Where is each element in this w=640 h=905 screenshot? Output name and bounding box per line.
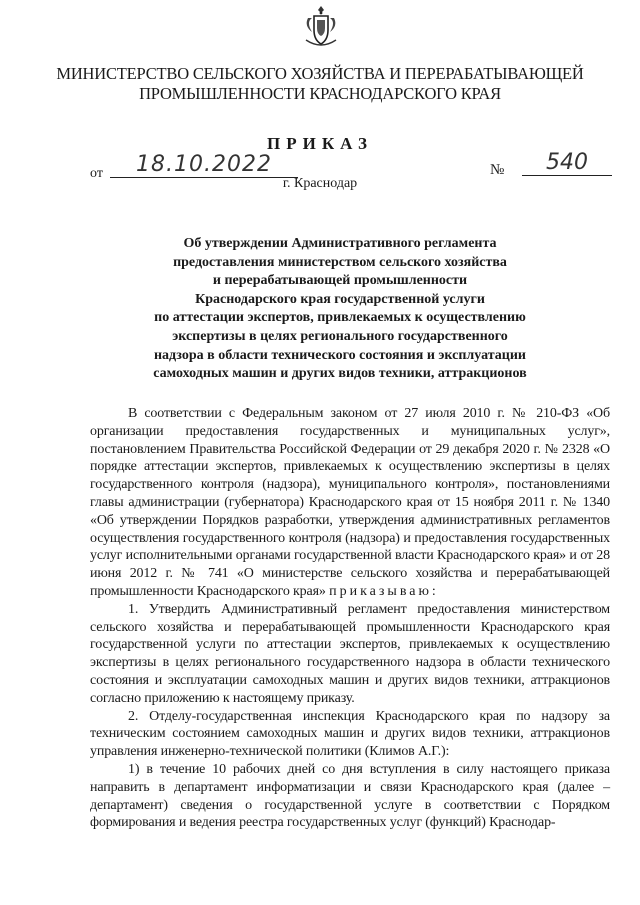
order-subject: [130, 235, 550, 384]
subject-line: Об утверждении Административного регламента: [183, 236, 497, 251]
clause-1: 1. Утвердить Административный регламент предоставления министерством сельского хозяйства и перерабатывающей промышленности Краснодарского края государственной услуги по аттестации экспертов, привлекаемых к осуществлению экспертизы в целях регионального государственного надзора в области технического состояния и эксплуатации самоходных машин и других видов техники, аттракционов согласно приложению к настоящему приказу.: [90, 601, 610, 706]
ministry-line-2: ПРОМЫШЛЕННОСТИ КРАСНОДАРСКОГО КРАЯ: [139, 84, 501, 103]
clause-2: 2. Отделу-государственная инспекция Краснодарского края по надзору за техническим состоянием самоходных машин и других видов техники, аттракционов управления инженерно-технической политики (Климов А.Г.):: [90, 708, 610, 760]
subject-line: самоходных машин и других видов техники, аттракционов: [153, 366, 527, 382]
order-date: 18.10.2022: [110, 152, 298, 178]
subject-line: и перерабатывающей промышленности: [212, 273, 468, 289]
coat-of-arms-icon: [302, 4, 340, 50]
date-prefix: от: [90, 166, 103, 181]
order-body: [90, 405, 610, 832]
ministry-line-1: МИНИСТЕРСТВО СЕЛЬСКОГО ХОЗЯЙСТВА И ПЕРЕРАБАТЫВАЮЩЕЙ: [56, 64, 584, 83]
city: г. Краснодар: [282, 176, 358, 191]
order-number: 540: [522, 150, 612, 176]
preamble-paragraph: [90, 405, 610, 601]
number-prefix: №: [490, 162, 505, 178]
order-word: приказываю:: [329, 583, 439, 599]
subject-line: надзора в области технического состояния и эксплуатации: [153, 347, 526, 363]
subject-line: Краснодарского края государственной услуги: [195, 291, 485, 307]
ministry-name: [40, 64, 600, 104]
subject-line: экспертизы в целях регионального государственного: [172, 328, 508, 344]
order-title: ПРИКАЗ: [267, 134, 373, 153]
subject-line: по аттестации экспертов, привлекаемых к осуществлению: [154, 310, 526, 326]
preamble-text: В соответствии с Федеральным законом от 27 июля 2010 г. № 210-ФЗ «Об организации предоставления государственных и муниципальных услуг», постановлением Правительства Российской Федерации от 29 декабря 2020 г. № 2328 «О порядке аттестации экспертов, привлекаемых к осуществлению экспертизы в целях государственного контроля (надзора), муниципального контроля», постановлениями главы администрации (губернатора) Краснодарского края от 15 ноября 2011 г. № 1340 «Об утверждении Порядков разработки, утверждения административных регламентов осуществления государственного контроля (надзора) и предоставления государственных услуг исполнительными органами государственной власти Краснодарского края» и от 28 июня 2012 г. № 741 «О министерстве сельского хозяйства и перерабатывающей промышленности Краснодарского края»: [90, 406, 610, 599]
clause-2-subitem-1: 1) в течение 10 рабочих дней со дня вступления в силу настоящего приказа направить в департамент информатизации и связи Краснодарского края (далее – департамент) сведения о государственной услуге в соответствии с Порядком формирования и ведения реестра государственных услуг (функций) Краснодар-: [90, 761, 610, 831]
subject-line: предоставления министерством сельского хозяйства: [173, 254, 507, 270]
